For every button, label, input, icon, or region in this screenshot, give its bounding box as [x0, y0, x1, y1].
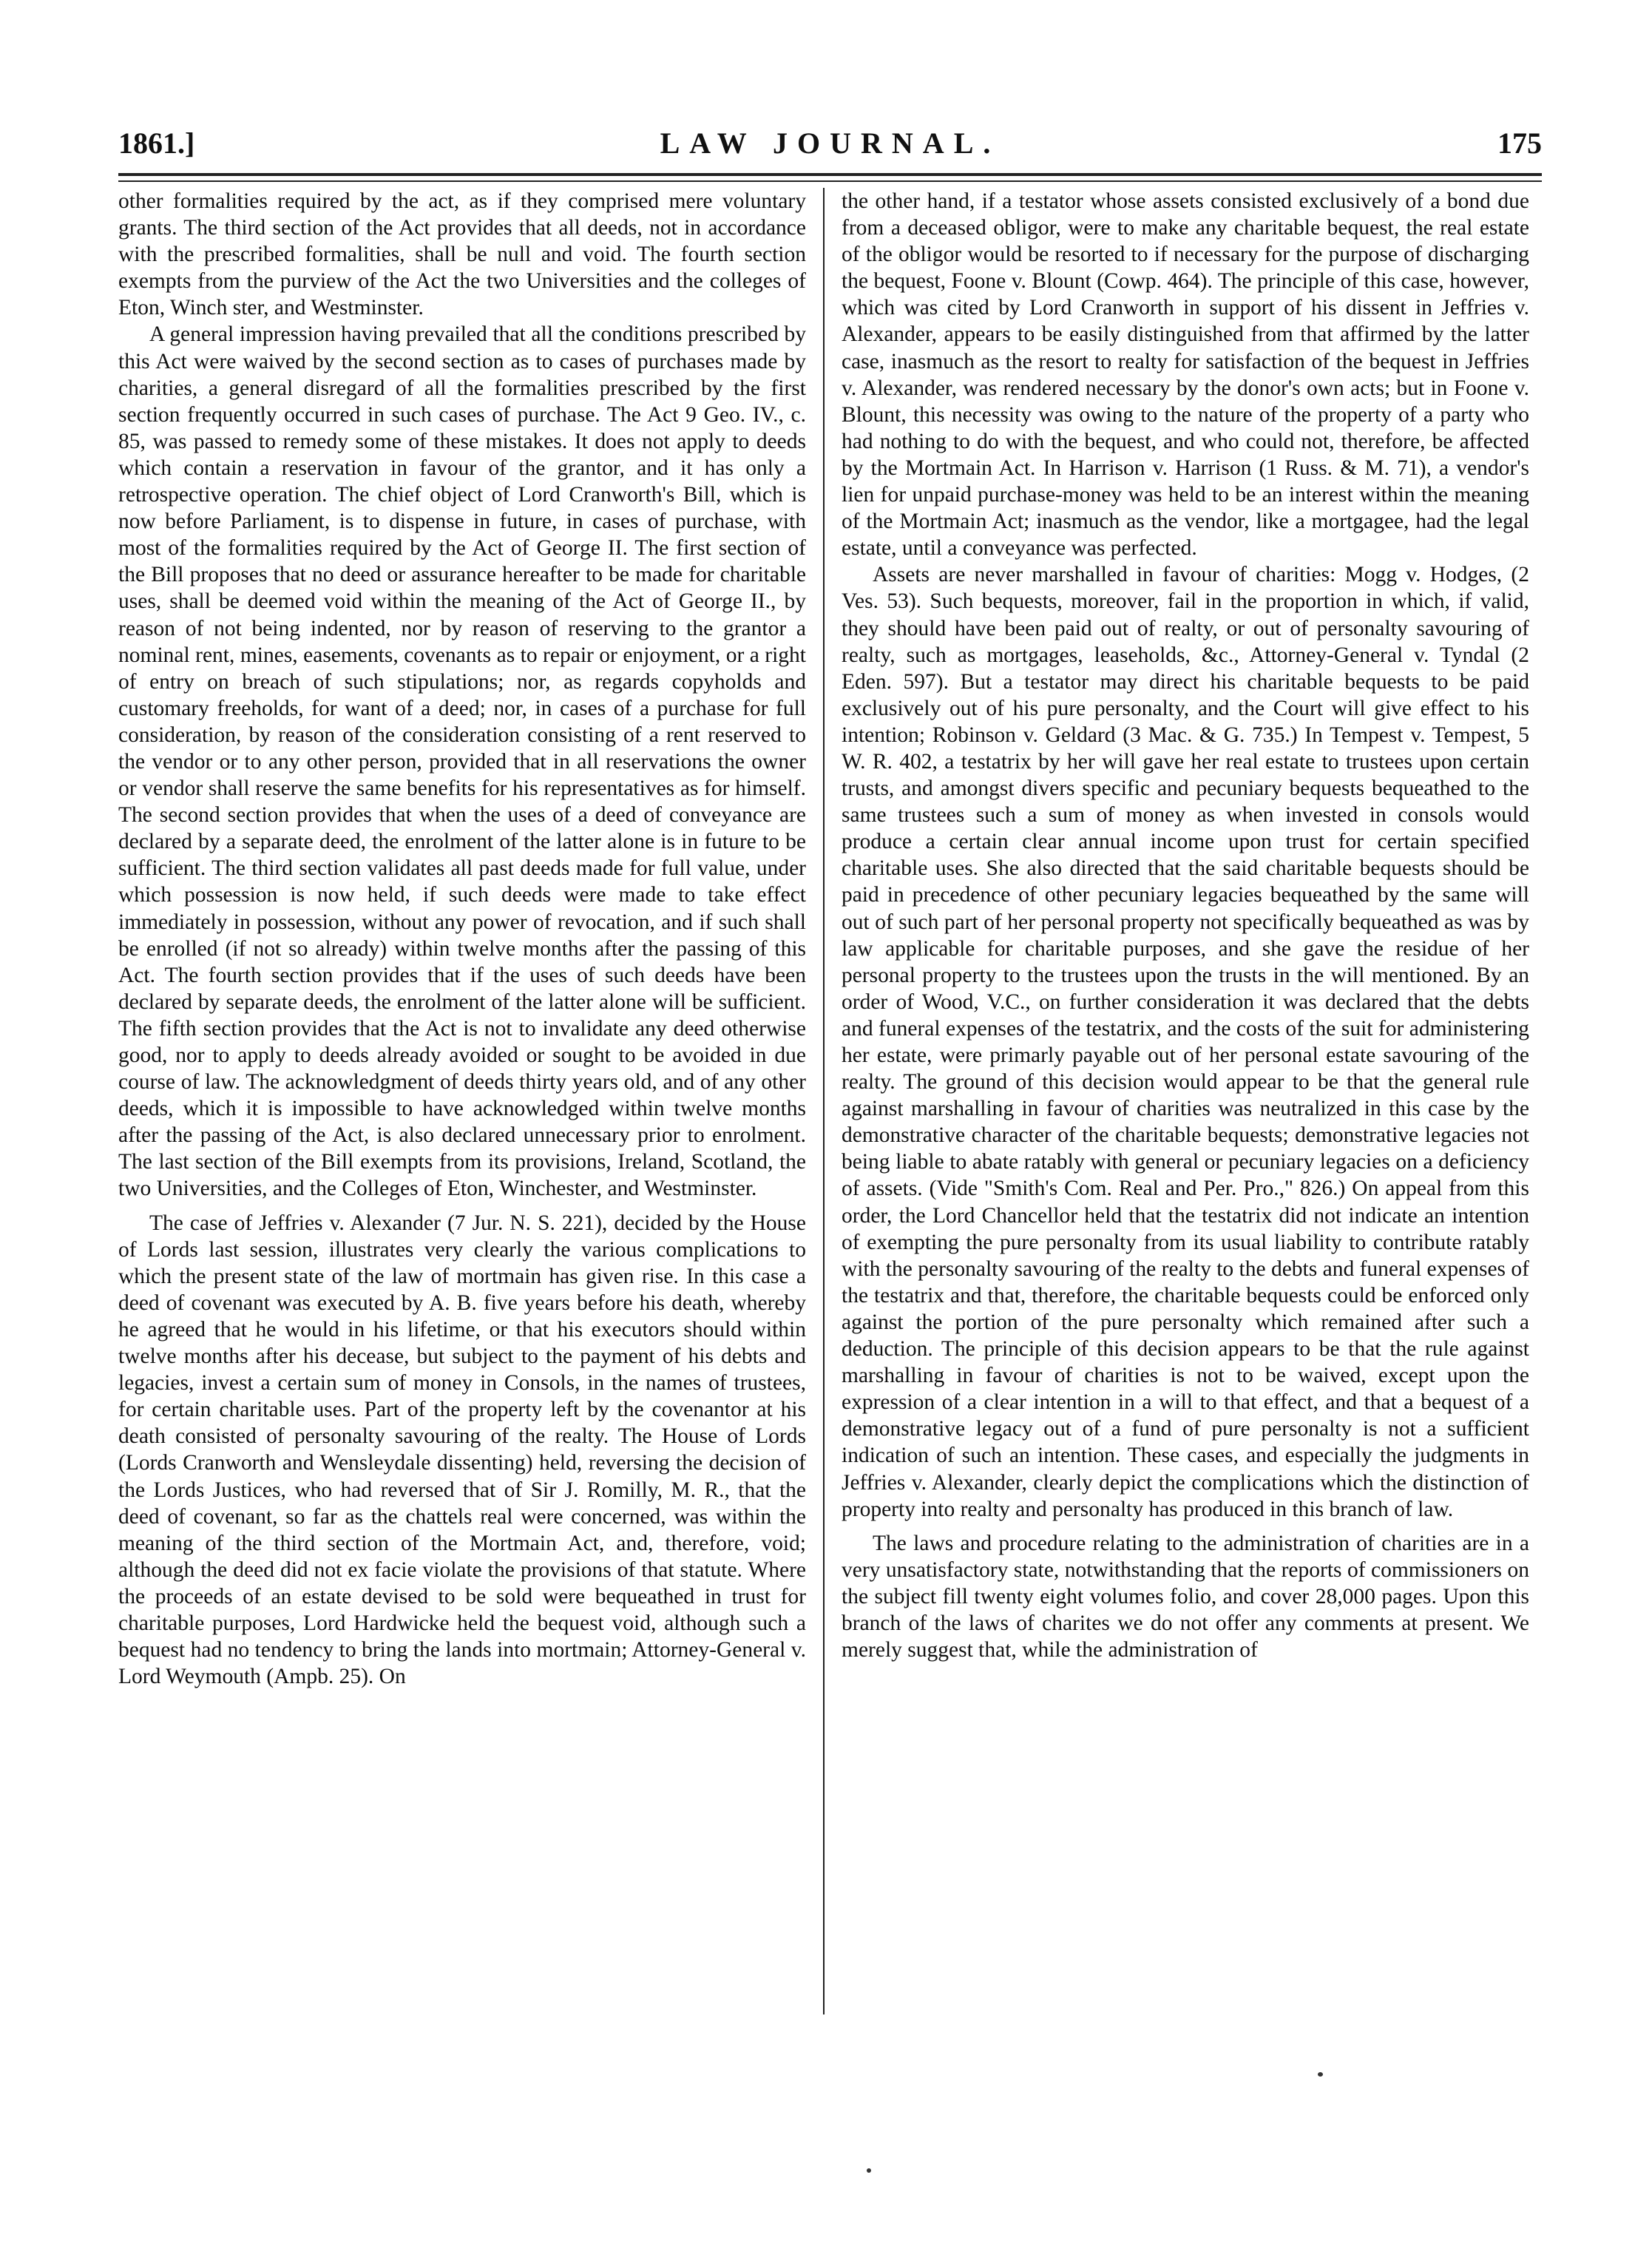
paragraph: The laws and procedure relating to the administration of charities are in a very unsatisfactory state, notwithstanding that the reports of commissioners on the subject fill twenty eight volumes folio, and cover 28,000 pages. Upon this branch of the laws of charites we do not offer any comments at present. We merely suggest that, while the administration of [842, 1531, 1529, 1662]
right-column [842, 188, 1529, 2096]
paragraph: other formalities required by the act, as if they comprised mere voluntary grants. The third section of the Act provides that all deeds, not in accordance with the prescribed formalities, shall be null and void. The fourth section exempts from the purview of the Act the two Universities and the colleges of Eton, Winch ster, and Westminster. [118, 189, 806, 320]
journal-title: LAW JOURNAL. [660, 126, 1001, 160]
page-header [118, 126, 1542, 170]
paragraph: A general impression having prevailed that all the conditions prescribed by this Act were waived by the second section as to cases of purchases made by charities, a general disregard of all the formalities prescribed by the first section frequently occurred in such cases of purchase. The Act 9 Geo. IV., c. 85, was passed to remedy some of these mistakes. It does not apply to deeds which contain a reservation in favour of the grantor, and it has only a retrospective operation. The chief object of Lord Cranworth's Bill, which is now before Parliament, is to dispense in future, in cases of purchase, with most of the formalities required by the Act of George II. The first section of the Bill proposes that no deed or assurance hereafter to be made for charitable uses, shall be deemed void within the meaning of the Act of George II., by reason of not being indented, nor by reason of reserving to the grantor a nominal rent, mines, easements, covenants as to repair or enjoyment, or a right of entry on breach of such stipulations; nor, as regards copyholds and customary freeholds, for want of a deed; nor, in cases of a purchase for full consideration, by reason of the consideration consisting of a rent reserved to the vendor or to any other person, provided that in all reservations the owner or vendor shall reserve the same benefits for his representatives as for himself. The second section provides that when the uses of a deed of conveyance are declared by a separate deed, the enrolment of the latter alone is in future to be sufficient. The third section validates all past deeds made for full value, under which possession is now held, if such deeds were made to take effect immediately in possession, without any power of revocation, and if such shall be enrolled (if not so already) within twelve months after the passing of this Act. The fourth section provides that if the uses of such deeds have been declared by separate deeds, the enrolment of the latter alone will be sufficient. The fifth section provides that the Act is not to invalidate any deed otherwise good, nor to apply to deeds already avoided or sought to be avoided in due course of law. The acknowledgment of deeds thirty years old, and of any other deeds, which it is impossible to have acknowledged within twelve months after the passing of the Act, is also declared unnecessary prior to enrolment. The last section of the Bill exempts from its provisions, Ireland, Scotland, the two Universities, and the Colleges of Eton, Winchester, and Westminster. [118, 322, 806, 1201]
column-divider [823, 188, 825, 2014]
header-rule-thin [118, 180, 1542, 182]
header-rule-thick [118, 173, 1542, 176]
header-year: 1861.] [118, 126, 195, 160]
paragraph: the other hand, if a testator whose assets consisted exclusively of a bond due from a deceased obligor, were to make any charitable bequest, the real estate of the obligor would be resorted to if necessary for the purpose of discharging the bequest, Foone v. Blount (Cowp. 464). The principle of this case, however, which was cited by Lord Cranworth in support of his dissent in Jeffries v. Alexander, appears to be easily distinguished from that affirmed by the latter case, inasmuch as the resort to realty for satisfaction of the bequest in Jeffries v. Alexander, was rendered necessary by the donor's own acts; but in Foone v. Blount, this necessity was owing to the nature of the property of a party who had nothing to do with the bequest, and who could not, therefore, be affected by the Mortmain Act. In Harrison v. Harrison (1 Russ. & M. 71), a vendor's lien for unpaid purchase-money was held to be an interest within the meaning of the Mortmain Act; inasmuch as the vendor, like a mortgagee, had the legal estate, until a conveyance was perfected. [842, 189, 1529, 561]
paragraph: Assets are never marshalled in favour of charities: Mogg v. Hodges, (2 Ves. 53). Such bequests, moreover, fail in the proportion in which, if valid, they should have been paid out of realty, or out of personalty savouring of realty, such as mortgages, leaseholds, &c., Attorney-General v. Tyndal (2 Eden. 597). But a testator may direct his charitable bequests to be paid exclusively out of his pure personalty, and the Court will give effect to his intention; Robinson v. Geldard (3 Mac. & G. 735.) In Tempest v. Tempest, 5 W. R. 402, a testatrix by her will gave her real estate to trustees upon certain trusts, and amongst divers specific and pecuniary bequests bequeathed to the same trustees such a sum of money as when invested in consols would produce a certain clear annual income upon trust for certain specified charitable uses. She also directed that the said charitable bequests should be paid in precedence of other pecuniary legacies bequeathed by the same will out of such part of her personal property not specifically bequeathed as was by law applicable for charitable purposes, and she gave the residue of her personal property to the trustees upon the trusts in the will mentioned. By an order of Wood, V.C., on further consideration it was declared that the debts and funeral expenses of the testatrix, and the costs of the suit for administering her estate, were primarly payable out of her personal estate savouring of the realty. The ground of this decision would appear to be that the general rule against marshalling in favour of charities was neutralized in this case by the demonstrative character of the charitable bequests; demonstrative legacies not being liable to abate ratably with general or pecuniary legacies on a deficiency of assets. (Vide "Smith's Com. Real and Per. Pro.," 826.) On appeal from this order, the Lord Chancellor held that the testatrix did not indicate an intention of exempting the pure personalty from its usual liability to contribute ratably with the personalty savouring of the realty to the debts and funeral expenses of the testatrix and that, therefore, the charitable bequests could be enforced only against the portion of the pure personalty which remained after such a deduction. The principle of this decision appears to be that the rule against marshalling in favour of charities is not to be waived, except upon the expression of a clear intention in a will to that effect, and that a bequest of a demonstrative legacy out of a fund of pure personalty is not a sufficient indication of such an intention. These cases, and especially the judgments in Jeffries v. Alexander, clearly depict the complications which the distinction of property into realty and personalty has produced in this branch of law. [842, 563, 1529, 1521]
page-number: 175 [1497, 126, 1542, 160]
paragraph: The case of Jeffries v. Alexander (7 Jur. N. S. 221), decided by the House of Lords last session, illustrates very clearly the various complications to which the present state of the law of mortmain has given rise. In this case a deed of covenant was executed by A. B. five years before his death, whereby he agreed that he would in his lifetime, or that his executors should within twelve months after his decease, but subject to the payment of his debts and legacies, invest a certain sum of money in Consols, in the names of trustees, for certain charitable uses. Part of the property left by the covenantor at his death consisted of personalty savouring of the realty. The House of Lords (Lords Cranworth and Wensleydale dissenting) held, reversing the decision of the Lords Justices, who had reversed that of Sir J. Romilly, M. R., that the deed of covenant, so far as the chattels real were concerned, was within the meaning of the third section of the Mortmain Act, and, therefore, void; although the deed did not ex facie violate the provisions of that statute. Where the proceeds of an estate devised to be sold were bequeathed in trust for charitable purposes, Lord Hardwicke held the bequest void, although such a bequest had no tendency to bring the lands into mortmain; Attorney-General v. Lord Weymouth (Ampb. 25). On [118, 1211, 806, 1689]
ink-speck [867, 2168, 871, 2173]
ink-speck [1318, 2072, 1323, 2077]
left-column [118, 188, 806, 2096]
